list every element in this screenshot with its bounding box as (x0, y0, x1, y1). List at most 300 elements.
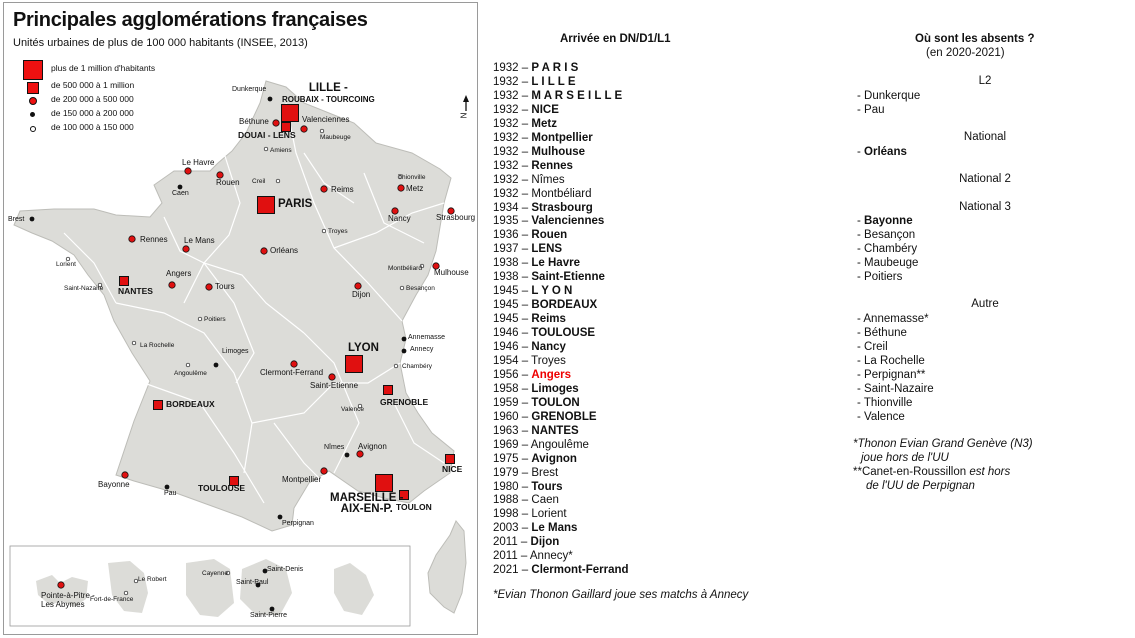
arrival-separator: – (518, 327, 532, 340)
arrival-separator: – (518, 313, 532, 326)
absent-dash: - (857, 271, 865, 284)
marker-orl-ans (261, 248, 267, 254)
marker-le-mans (183, 246, 189, 252)
absent-club (857, 340, 888, 354)
arrival-club: Nîmes (531, 173, 565, 186)
city-label-saint-nazaire: Saint-Nazaire (64, 285, 104, 292)
city-label-perpignan: Perpignan (282, 520, 314, 527)
arrival-year: 1960 (493, 410, 519, 423)
arrival-club: Troyes (531, 354, 566, 367)
arrival-row (493, 410, 597, 424)
absent-club (857, 214, 913, 228)
arrival-club: Rouen (531, 229, 568, 242)
absents-header: Où sont les absents ? (915, 33, 1035, 45)
arrival-club: BORDEAUX (531, 299, 598, 312)
absent-club-name: La Rochelle (864, 354, 925, 367)
arrival-separator: – (518, 117, 532, 130)
marker-poitiers (198, 317, 202, 321)
city-label-saint-pierre: Saint-Pierre (250, 612, 287, 619)
arrival-separator: – (517, 536, 531, 549)
arrival-year: 1980 (493, 480, 519, 493)
city-label-amiens: Amiens (270, 147, 292, 154)
marker-grenoble (384, 386, 393, 395)
marker-la-rochelle (132, 341, 136, 345)
marker-clermont-ferrand (291, 361, 297, 367)
arrival-year: 1932 (493, 103, 519, 116)
north-label: N (458, 112, 468, 119)
marker-angoul-me (186, 363, 190, 367)
arrival-row (493, 214, 604, 228)
city-label-pau: Pau (164, 490, 177, 497)
city-label-reims: Reims (331, 185, 354, 194)
marker-dunkerque (268, 97, 273, 102)
absent-club-name: Orléans (864, 145, 907, 158)
city-label-le-robert: Le Robert (138, 576, 167, 583)
arrival-year: 1932 (493, 145, 519, 158)
arrivals-header: Arrivée en DN/D1/L1 (560, 33, 671, 45)
city-label-la-rochelle: La Rochelle (140, 342, 175, 349)
arrival-year: 1958 (493, 382, 519, 395)
absent-dash: - (857, 354, 865, 367)
arrival-year: 1932 (493, 187, 519, 200)
legend-label: de 100 000 à 150 000 (51, 122, 134, 132)
absent-club (857, 368, 925, 382)
absent-club (857, 354, 925, 368)
absent-dash: - (857, 313, 864, 326)
arrival-row (493, 382, 579, 396)
arrivals-footnote: *Evian Thonon Gaillard joue ses matchs à Annecy (493, 589, 749, 601)
absent-club-name: Thionville (863, 396, 913, 409)
absents-note-2-line2: de l'UU de Perpignan (866, 479, 975, 492)
arrival-row (493, 326, 595, 340)
arrival-separator: – (518, 75, 532, 88)
absent-club-name: Maubeuge (864, 257, 919, 270)
absent-club (857, 103, 885, 117)
arrival-club: Tours (531, 480, 563, 493)
arrival-year: 1998 (493, 508, 519, 521)
marker-reims (321, 186, 327, 192)
arrival-club: TOULON (531, 396, 580, 409)
marker-dijon (355, 283, 361, 289)
absent-dash: - (857, 396, 864, 409)
city-label-montb-liard: Montbéliard (388, 265, 422, 272)
legend-label: de 150 000 à 200 000 (51, 108, 134, 118)
legend-small-square-icon (27, 82, 39, 94)
arrival-year: 1932 (493, 62, 519, 74)
absent-club (857, 89, 920, 103)
arrival-separator: – (518, 424, 532, 437)
city-label-annemasse: Annemasse (408, 334, 445, 341)
map-subtitle: Unités urbaines de plus de 100 000 habitants (INSEE, 2013) (13, 37, 308, 49)
marker-avignon (357, 451, 363, 457)
arrival-separator: – (518, 396, 532, 409)
absent-club (857, 326, 907, 340)
arrival-row (493, 563, 629, 577)
arrival-separator: – (518, 62, 532, 74)
arrival-year: 1938 (493, 271, 519, 284)
arrival-separator: – (518, 354, 532, 367)
absents-note-2-prefix: **Canet-en-Roussillon (853, 465, 970, 478)
division-autre-header: Autre (971, 298, 999, 311)
marker-marseille-aix-en-p (376, 475, 393, 492)
absent-club-name: Valence (864, 410, 905, 423)
arrival-club: Le Mans (531, 522, 578, 535)
absent-dash: - (857, 89, 865, 102)
arrival-club: Limoges (531, 382, 579, 395)
city-label-cayenne: Cayenne (202, 570, 229, 577)
arrival-club: Valenciennes (531, 215, 605, 228)
arrival-year: 1975 (493, 452, 519, 465)
marker-lille-roubaix-tourcoing (282, 105, 299, 122)
city-label-lorient: Lorient (56, 261, 76, 268)
arrival-club: Avignon (531, 452, 577, 465)
arrival-separator: – (517, 550, 530, 563)
arrival-separator: – (518, 103, 532, 116)
marker-valenciennes (301, 126, 307, 132)
city-label-fort-de-france: Fort-de-France (90, 596, 134, 603)
arrival-row (493, 354, 566, 368)
city-label-montpellier: Montpellier (282, 475, 322, 484)
division-national-header: National (963, 130, 1007, 143)
division-national3-header: National 3 (959, 200, 1011, 213)
arrival-separator: – (518, 452, 532, 465)
arrival-year: 1945 (493, 285, 519, 298)
absent-dash: - (857, 215, 865, 228)
city-label-le-mans: Le Mans (184, 236, 215, 245)
absents-note-1: *Thonon Evian Grand Genève (N3) (853, 437, 1033, 450)
city-label-rouen: Rouen (216, 178, 240, 187)
arrival-club: Saint-Etienne (531, 271, 605, 284)
arrival-row (493, 173, 565, 187)
city-label-le-havre: Le Havre (182, 158, 215, 167)
arrival-year: 1932 (493, 117, 519, 130)
arrival-club: TOULOUSE (531, 327, 596, 340)
arrival-year: 1932 (493, 89, 519, 102)
city-label-limoges: Limoges (222, 348, 249, 355)
absent-dash: - (857, 368, 865, 381)
absent-dash: - (857, 243, 865, 256)
corsica-shape (428, 521, 466, 613)
absent-club (857, 145, 907, 159)
absent-dash: - (857, 257, 865, 270)
absent-dash: - (857, 341, 865, 353)
city-label-marseille-aix-en-p: MARSEILLE - AIX-EN-P. (330, 492, 404, 515)
arrival-club: Caen (531, 494, 559, 507)
marker-annemasse (402, 337, 407, 342)
arrival-row (493, 549, 573, 563)
arrival-club: Dijon (530, 536, 560, 549)
arrival-club: L Y O N (531, 285, 573, 298)
absent-club (857, 410, 905, 424)
arrival-row (493, 131, 593, 145)
absent-club (857, 382, 934, 396)
arrival-row (493, 89, 622, 103)
arrival-year: 1946 (493, 341, 519, 353)
arrival-separator: – (518, 285, 532, 298)
arrival-row (493, 117, 557, 131)
city-label-n-mes: Nîmes (324, 444, 345, 451)
absent-dash: - (857, 327, 865, 340)
division-l2-header: L2 (978, 74, 992, 87)
city-label-grenoble: GRENOBLE (380, 397, 429, 407)
arrival-club: Metz (531, 117, 557, 130)
absent-club-name: Creil (864, 341, 888, 353)
city-label-dunkerque: Dunkerque (232, 86, 267, 93)
arrival-row (493, 228, 567, 242)
arrival-year: 2011 (493, 536, 518, 549)
city-label-bordeaux: BORDEAUX (166, 399, 215, 409)
arrival-year: 1969 (493, 438, 519, 451)
arrival-year: 1932 (493, 173, 519, 186)
arrival-year: 1934 (493, 201, 519, 214)
marker-saint-etienne (329, 374, 335, 380)
arrival-separator: – (518, 368, 532, 381)
city-label-toulouse: TOULOUSE (198, 483, 246, 493)
division-national2-header: National 2 (959, 172, 1011, 185)
marker-chamb-ry (394, 364, 398, 368)
arrival-year: 1935 (493, 215, 519, 228)
arrival-separator: – (518, 89, 532, 102)
city-label-troyes: Troyes (328, 228, 348, 235)
arrival-year: 2011 (493, 550, 518, 563)
absent-club (857, 270, 902, 284)
north-arrow-icon (463, 95, 469, 111)
absent-club-name: Poitiers (864, 271, 903, 284)
city-label-dijon: Dijon (352, 290, 371, 299)
absent-club (857, 396, 912, 410)
arrival-row (493, 201, 593, 215)
absent-club-name: Chambéry (864, 243, 918, 256)
absent-club-name: Saint-Nazaire (864, 382, 934, 395)
absents-note-2 (853, 466, 1010, 478)
arrival-year: 1932 (493, 131, 519, 144)
city-label-saint-denis: Saint-Denis (267, 566, 304, 573)
arrival-club: P A R I S (531, 62, 579, 74)
arrival-club: Nancy (531, 341, 566, 353)
city-label-lyon: LYON (348, 342, 379, 354)
absent-club-name: Besançon (864, 229, 916, 242)
arrival-row (493, 103, 559, 117)
arrival-year: 1936 (493, 229, 519, 242)
arrival-club: NICE (531, 103, 559, 116)
absent-club (857, 242, 917, 256)
arrival-year: 1945 (493, 313, 519, 326)
arrival-separator: – (518, 145, 532, 158)
city-label-annecy: Annecy (410, 346, 434, 353)
marker-besan-on (400, 286, 404, 290)
city-label-saint-etienne: Saint-Etienne (310, 381, 359, 390)
arrival-year: 1945 (493, 299, 519, 312)
arrival-year: 1979 (493, 466, 519, 479)
arrival-separator: – (518, 410, 532, 423)
arrival-separator: – (518, 564, 532, 577)
absent-dash: - (857, 103, 865, 116)
absent-dash: - (857, 410, 865, 423)
arrival-row (493, 340, 566, 354)
marker-nantes (120, 277, 129, 286)
arrival-year: 2003 (493, 522, 519, 535)
city-label-avignon: Avignon (358, 442, 387, 451)
absent-club (857, 256, 918, 270)
arrival-club: GRENOBLE (531, 410, 597, 423)
arrival-separator: – (518, 187, 532, 200)
arrival-separator: – (518, 173, 532, 186)
arrival-row (493, 242, 562, 256)
absent-club-name: Dunkerque (864, 89, 921, 102)
arrival-year: 1932 (493, 75, 519, 88)
absents-note-2-italic: est hors (969, 465, 1011, 478)
arrival-club: Clermont-Ferrand (531, 564, 629, 577)
city-label-pointe-pitre-les-abymes: Pointe-à-Pitre - Les Abymes (41, 591, 95, 609)
city-label-thionville: Thionville (398, 174, 426, 181)
city-label-mulhouse: Mulhouse (434, 268, 469, 277)
absent-dash: - (857, 145, 865, 158)
arrival-year: 1959 (493, 396, 519, 409)
arrival-year: 1956 (493, 368, 519, 381)
arrival-row (493, 270, 605, 284)
absents-season: (en 2020-2021) (926, 47, 1005, 59)
arrival-club: Angoulême (530, 438, 589, 451)
arrival-row (493, 61, 578, 75)
arrival-year: 1938 (493, 257, 519, 270)
arrival-club: Reims (531, 313, 566, 326)
marker-brest (30, 217, 35, 222)
arrival-club: Angers (531, 368, 572, 381)
arrival-row (493, 521, 577, 535)
city-label-rennes: Rennes (140, 235, 168, 244)
arrival-club: Montbéliard (531, 187, 592, 200)
marker-amiens (264, 147, 268, 151)
arrival-separator: – (518, 271, 532, 284)
arrival-row (493, 438, 589, 452)
arrival-club: Mulhouse (531, 145, 586, 158)
city-label-caen: Caen (172, 190, 189, 197)
marker-annecy (402, 349, 407, 354)
arrival-separator: – (518, 522, 532, 535)
arrival-separator: – (518, 243, 532, 256)
arrival-row (493, 159, 573, 173)
arrival-year: 1954 (493, 354, 519, 367)
city-label-clermont-ferrand: Clermont-Ferrand (260, 368, 324, 377)
city-label-valenciennes: Valenciennes (302, 115, 350, 124)
city-label-orl-ans: Orléans (270, 246, 299, 255)
arrival-row (493, 256, 580, 270)
legend-big-square-icon (23, 60, 43, 80)
marker-limoges (214, 363, 219, 368)
arrival-separator: – (518, 131, 532, 144)
arrival-row (493, 187, 591, 201)
city-label-besan-on: Besançon (406, 285, 435, 292)
legend-white-dot-icon (30, 126, 36, 132)
marker-creil (276, 179, 280, 183)
marker-n-mes (345, 453, 350, 458)
map-title: Principales agglomérations françaises (13, 9, 368, 31)
legend-label: plus de 1 million d'habitants (51, 63, 156, 73)
marker-metz (398, 185, 404, 191)
absent-club-name: Bayonne (864, 215, 913, 228)
city-label-poitiers: Poitiers (204, 316, 226, 323)
city-label-metz: Metz (406, 184, 424, 193)
map-panel (3, 2, 478, 635)
arrival-separator: – (518, 438, 531, 451)
arrival-row (493, 507, 567, 521)
marker-le-havre (185, 168, 191, 174)
arrival-club: LENS (531, 243, 563, 256)
marker-troyes (322, 229, 326, 233)
arrival-year: 2021 (493, 564, 519, 577)
marker-bordeaux (154, 401, 163, 410)
marker-angers (169, 282, 175, 288)
arrival-row (493, 312, 566, 326)
marker-pointe-pitre-les-abymes (58, 582, 64, 588)
city-label-maubeuge: Maubeuge (320, 134, 351, 141)
city-label-angoul-me: Angoulême (174, 370, 207, 377)
arrival-year: 1937 (493, 243, 519, 256)
arrival-separator: – (518, 215, 532, 228)
arrival-row (493, 284, 572, 298)
arrival-year: 1946 (493, 327, 519, 340)
absent-club-name: Annemasse* (863, 313, 929, 326)
arrival-row (493, 452, 577, 466)
arrival-row (493, 424, 579, 438)
arrival-separator: – (518, 229, 532, 242)
arrival-club: Montpellier (531, 131, 593, 144)
city-label-nantes: NANTES (118, 286, 153, 296)
absent-dash: - (857, 382, 865, 395)
legend-black-dot-icon (30, 112, 35, 117)
arrival-year: 1988 (493, 494, 519, 507)
city-label-nice: NICE (442, 464, 463, 474)
arrival-row (493, 298, 597, 312)
marker-montpellier (321, 468, 327, 474)
city-label-valence: Valence (341, 406, 365, 413)
absent-club-name: Perpignan** (864, 368, 926, 381)
arrival-separator: – (518, 494, 532, 507)
absent-dash: - (857, 229, 865, 242)
city-label-paris: PARIS (278, 198, 313, 210)
arrival-separator: – (518, 159, 532, 172)
arrival-year: 1932 (493, 159, 519, 172)
marker-lyon (346, 356, 363, 373)
arrival-club: Le Havre (531, 257, 580, 270)
arrival-separator: – (518, 466, 532, 479)
arrival-club: Brest (531, 466, 559, 479)
arrival-club: L I L L E (531, 75, 576, 88)
arrival-row (493, 75, 576, 89)
city-label-chamb-ry: Chambéry (402, 363, 432, 370)
city-label-strasbourg: Strasbourg (436, 213, 476, 222)
arrival-separator: – (518, 508, 532, 521)
arrival-separator: – (518, 257, 532, 270)
city-label-tours: Tours (215, 282, 235, 291)
city-label-toulon: TOULON (396, 502, 432, 512)
marker-bayonne (122, 472, 128, 478)
city-label-b-thune: Béthune (239, 117, 269, 126)
arrival-club: M A R S E I L L E (531, 89, 623, 102)
absent-club (857, 228, 915, 242)
arrival-row (493, 493, 559, 507)
absent-club (857, 312, 929, 326)
city-label-bayonne: Bayonne (98, 480, 130, 489)
city-label-angers: Angers (166, 269, 192, 278)
legend-label: de 500 000 à 1 million (51, 80, 135, 90)
arrival-separator: – (518, 299, 532, 312)
arrival-club: NANTES (531, 424, 579, 437)
arrival-row (493, 466, 558, 480)
arrival-separator: – (518, 480, 532, 493)
legend-red-dot-icon (29, 97, 37, 105)
marker-paris (258, 197, 275, 214)
